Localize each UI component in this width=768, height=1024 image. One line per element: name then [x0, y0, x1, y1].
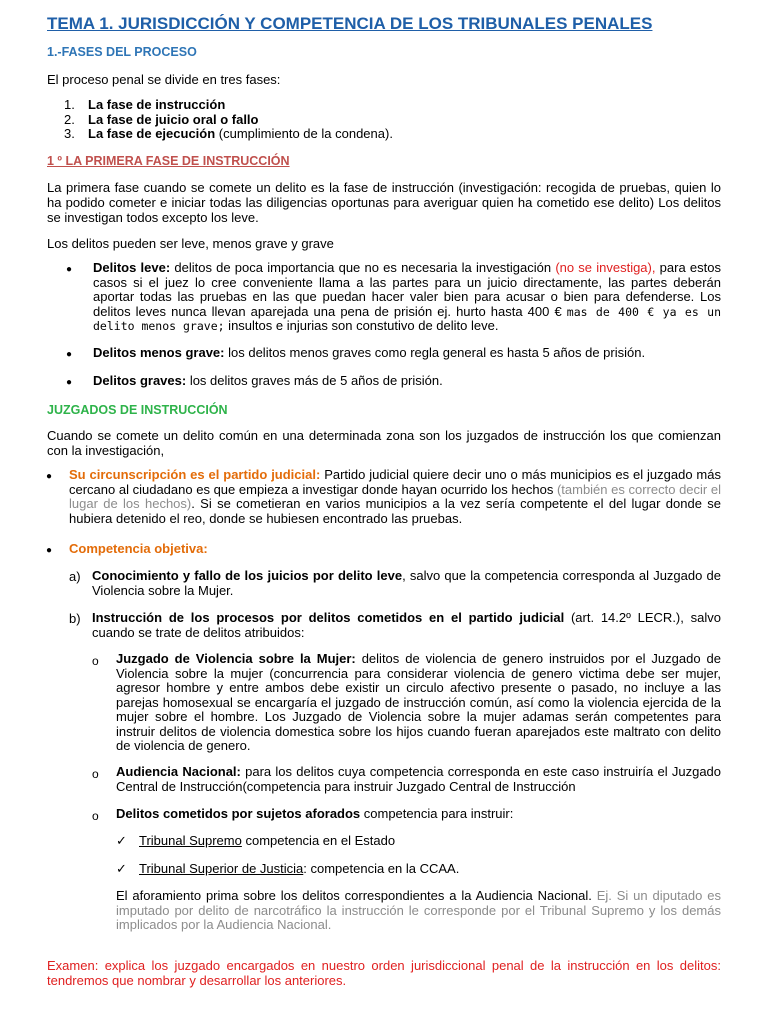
list-item-b: Instrucción de los procesos por delitos cometidos en el partido judicial (art. 14.2º LECR.), salvo cuando se trate de delitos atribuidos:	[92, 610, 721, 640]
list-item: 1. La fase de instrucción	[64, 97, 226, 112]
list-item: 2. La fase de juicio oral o fallo	[64, 111, 259, 127]
competencia-objetiva-heading: Competencia objetiva:	[69, 541, 208, 556]
list-item-a: Conocimiento y fallo de los juicios por delito leve, salvo que la competencia corresponda al Juzgado de Violencia sobre la Mujer.	[92, 568, 721, 598]
phase-list	[64, 98, 393, 142]
circle-bullet-icon: o	[92, 654, 99, 668]
list-item: 3. La fase de ejecución (cumplimiento de la condena).	[64, 126, 393, 141]
section-heading-juzgados: JUZGADOS DE INSTRUCCIÓN	[47, 403, 228, 417]
bullet-icon: ●	[66, 377, 73, 388]
paragraph-instruccion: La primera fase cuando se comete un delito es la fase de instrucción (investigación: recogida de pruebas, quien lo ha podido cometer e iniciar todas las diligencias oportunas para averiguar quien ha cometido ese delito) Los delitos se investigan todos excepto los leve.	[47, 180, 721, 225]
paragraph-tipos: Los delitos pueden ser leve, menos grave y grave	[47, 236, 334, 251]
checkmark-icon: ✓	[116, 861, 127, 876]
list-item-delitos-graves: Delitos graves: los delitos graves más de 5 años de prisión.	[93, 373, 443, 388]
item-label-a: a)	[69, 569, 81, 584]
list-item-circunscripcion: Su circunscripción es el partido judicial: Partido judicial quiere decir uno o más municipios es el juzgado más cercano al ciudadano es que empieza a investigar donde hayan ocurrido los hechos (también es correcto decir el lugar de los hechos). Si se cometieran en varios municipios a la vez sería competente el del lugar donde se hubiera detenido el reo, donde se hubiesen encontrado las pruebas.	[69, 467, 721, 526]
paragraph-juzgados-intro: Cuando se comete un delito común en una determinada zona son los juzgados de instrucción los que comienzan con la investigación,	[47, 428, 721, 458]
list-item-audiencia-nacional: Audiencia Nacional: para los delitos cuya competencia corresponda en este caso instruiría el Juzgado Central de Instrucción(competencia para instruir Juzgado Central de Instrucción	[116, 764, 722, 794]
section-heading-fases: 1.-FASES DEL PROCESO	[47, 45, 197, 59]
list-item-delitos-leve: Delitos leve: delitos de poca importancia que no es necesaria la investigación (no se investiga), para estos casos si el juez lo cree conveniente llama a las partes para un juicio directamente, las partes deberán aportar todas las pruebas en las que puedan hacer valer bien para acusar o bien para defenderse. Los delitos leves nunca llevan aparejada una pena de prisión ej. hurto hasta 400 € mas de 400 € ya es un delito menos grave; insultos e injurias son constutivo de delito leve.	[93, 260, 721, 333]
list-item-violencia-mujer: Juzgado de Violencia sobre la Mujer: delitos de violencia de genero instruidos por el Juzgado de Violencia sobre la mujer (concurrencia para considerar violencia de genero victima debe ser mujer, agresor hombre y entre ambos debe existir un circulo afectivo presente o pasado, no incluye a las parejas homosexual se encargaría el juzgado de instrucción común, así como la violencia ejercida de la mujer sobre el hombre. Los Juzgado de Violencia sobre la mujer adamas serán competentes para instruir delitos de violencia domestica sobre los hijos cuando fueran aparejados este maltrato con delito de violencia de genero.	[116, 651, 721, 753]
check-item-tsj: Tribunal Superior de Justicia: competencia en la CCAA.	[139, 861, 460, 876]
bullet-icon: ●	[66, 264, 73, 275]
item-label-b: b)	[69, 611, 81, 626]
paragraph-aforamiento: El aforamiento prima sobre los delitos correspondientes a la Audiencia Nacional. Ej. Si un diputado es imputado por delito de narcotráfico la instrucción le corresponde por el Tribunal Supremo y los demás implicados por la Audiencia Nacional.	[116, 888, 721, 932]
list-item-delitos-menos-grave: Delitos menos grave: los delitos menos graves como regla general es hasta 5 años de prisión.	[93, 345, 646, 360]
bullet-icon: ●	[46, 545, 53, 556]
bullet-icon: ●	[46, 471, 53, 482]
circle-bullet-icon: o	[92, 809, 99, 823]
check-item-supremo: Tribunal Supremo competencia en el Estado	[139, 833, 396, 848]
page-title: TEMA 1. JURISDICCIÓN Y COMPETENCIA DE LOS TRIBUNALES PENALES	[47, 14, 653, 33]
list-item-aforados: Delitos cometidos por sujetos aforados competencia para instruir:	[116, 806, 514, 821]
section-heading-instruccion: 1 º LA PRIMERA FASE DE INSTRUCCIÓN	[47, 154, 290, 168]
exam-note: Examen: explica los juzgado encargados en nuestro orden jurisdiccional penal de la instrucción en los delitos: tendremos que nombrar y desarrollar los anteriores.	[47, 958, 721, 988]
circle-bullet-icon: o	[92, 767, 99, 781]
checkmark-icon: ✓	[116, 833, 127, 848]
bullet-icon: ●	[66, 349, 73, 360]
intro-text: El proceso penal se divide en tres fases:	[47, 72, 281, 87]
